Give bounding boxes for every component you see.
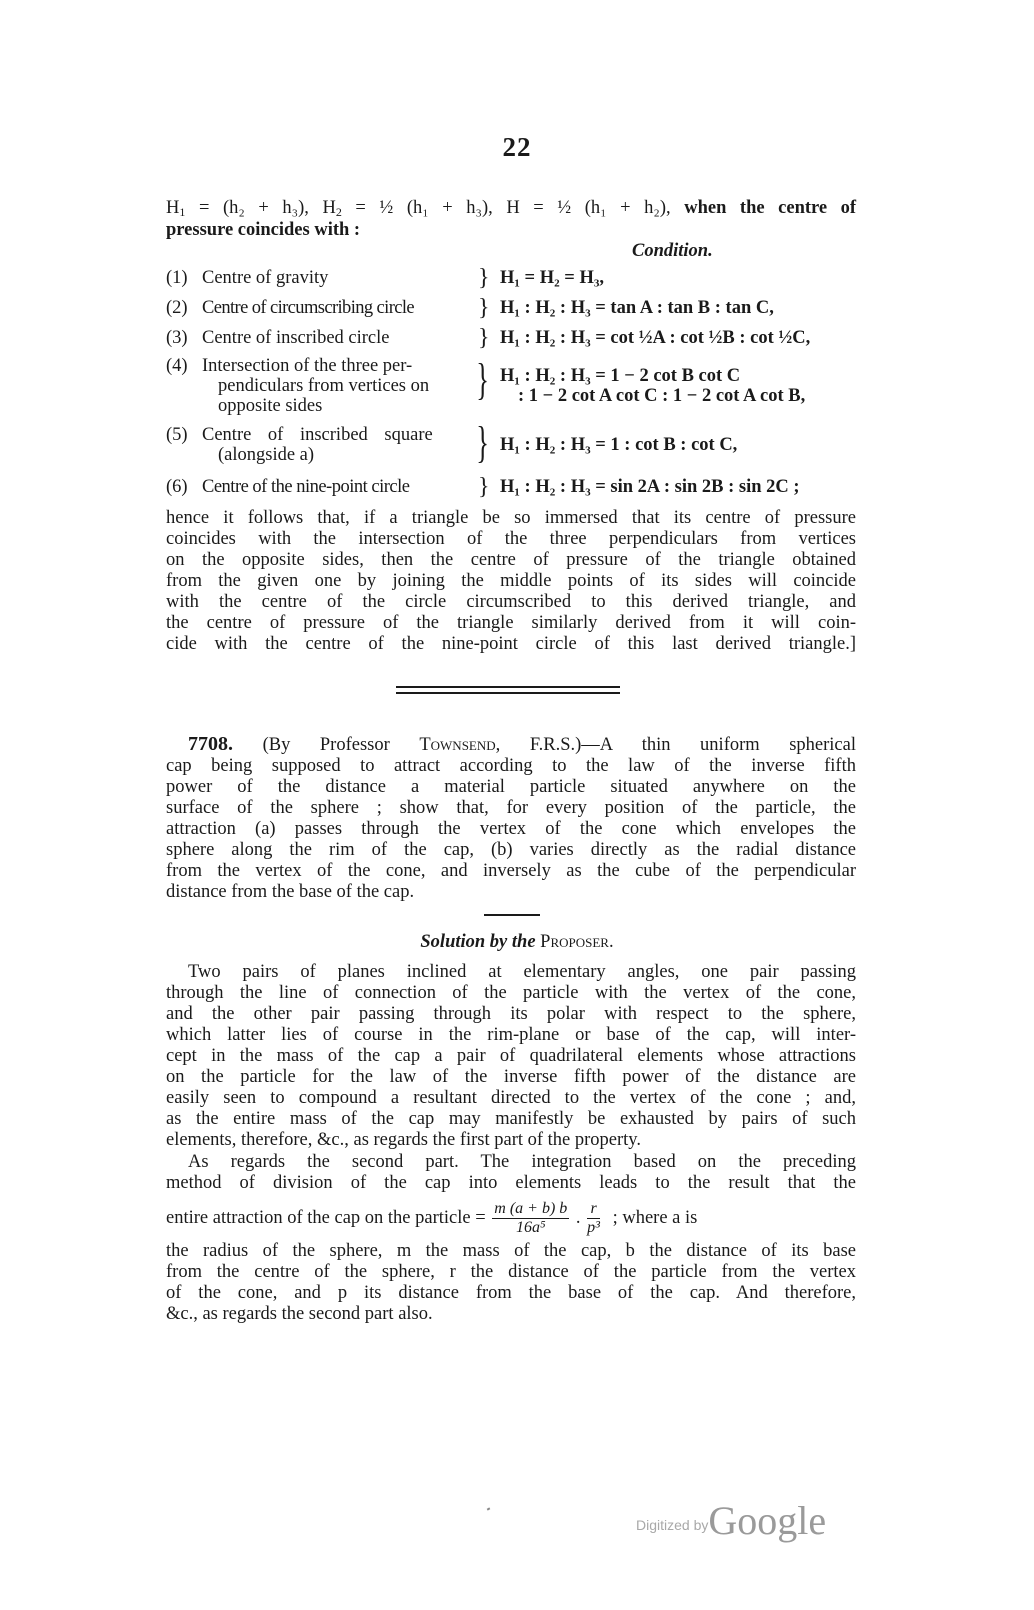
question-author: Townsend — [419, 735, 496, 755]
condition-number: (5) — [166, 425, 188, 445]
conclusion-line: on the opposite sides, then the centre of pressure of the triangle obtained — [166, 550, 856, 570]
solution-line: Two pairs of planes inclined at elementary angles, one pair passing — [188, 962, 856, 982]
solution-line: of the cone, and p its distance from the base of the cap. And therefore, — [166, 1283, 856, 1303]
question-line: sphere along the rim of the cap, (b) varies directly as the radial distance — [166, 840, 856, 860]
condition-number: (1) — [166, 268, 188, 288]
condition-heading: Condition. — [632, 241, 713, 261]
solution-line: method of division of the cap into elements leads to the result that the — [166, 1173, 856, 1193]
brace-icon: } — [476, 355, 489, 404]
solution-line: easily seen to compound a resultant directed to the vertex of the cone ; and, — [166, 1088, 856, 1108]
intro-tail: when the centre of — [684, 198, 857, 218]
brace-icon: } — [478, 325, 490, 351]
question-line: attraction (a) passes through the vertex of the cone which envelopes the — [166, 819, 856, 839]
conclusion-line: cide with the centre of the nine-point circle of this last derived triangle.] — [166, 634, 856, 654]
print-speck — [487, 1507, 491, 1510]
h1-equation: (h₂ + h₃), — [222, 198, 309, 218]
condition-formula-line-1: H₁ : H₂ : H₃ = 1 − 2 cot B cot C — [500, 366, 741, 386]
page-number: 22 — [502, 132, 532, 162]
condition-label-line-1: Centre of inscribed square — [202, 425, 433, 445]
fraction-mass — [492, 1200, 569, 1237]
fraction-distance — [587, 1200, 600, 1237]
solution-line: cept in the mass of the cap a pair of quadrilateral elements whose attractions — [166, 1046, 856, 1066]
h-label: H = — [506, 198, 558, 218]
solution-line: &c., as regards the second part also. — [166, 1304, 433, 1324]
solution-heading-italic: Solution by the — [420, 932, 536, 952]
formula-prefix: entire attraction of the cap on the particle = — [166, 1208, 486, 1228]
condition-formula: H₁ : H₂ : H₃ = tan A : tan B : tan C, — [500, 298, 774, 318]
brace-icon: } — [478, 295, 490, 321]
solution-heading-name: Proposer. — [540, 932, 614, 952]
fraction-numerator: m (a + b) b — [494, 1200, 568, 1218]
condition-formula-line-2: : 1 − 2 cot A cot C : 1 − 2 cot A cot B, — [518, 386, 806, 406]
watermark-brand: Google — [708, 1498, 827, 1543]
condition-number: (3) — [166, 328, 188, 348]
byline-close: , F.R.S.)—A thin uniform spherical — [495, 735, 856, 755]
intro-line-2: pressure coincides with : — [166, 220, 361, 240]
condition-label: Centre of the nine-point circle — [202, 477, 410, 497]
condition-label-line-1: Intersection of the three per- — [202, 356, 413, 376]
fraction-numerator: r — [587, 1200, 600, 1219]
h2-label: $H_2$ = — [322, 198, 380, 219]
question-line: from the vertex of the cone, and inversely as the cube of the perpendicular — [166, 861, 856, 881]
solution-line: through the line of connection of the particle with the vertex of the cone, — [166, 983, 856, 1003]
fraction-denominator: 16a⁵ — [516, 1219, 546, 1237]
solution-heading — [0, 932, 1034, 953]
solution-line: as the entire mass of the cap may manifestly be exhausted by pairs of such — [166, 1109, 856, 1129]
solution-line: which latter lies of course in the rim-plane or base of the cap, will inter- — [166, 1025, 856, 1045]
condition-label: Centre of gravity — [202, 268, 329, 288]
h1-label: $H_1$ = — [166, 198, 223, 219]
condition-formula: H₁ : H₂ : H₃ = 1 : cot B : cot C, — [500, 435, 738, 455]
conclusion-line: coincides with the intersection of the three perpendiculars from vertices — [166, 529, 856, 549]
conclusion-line: hence it follows that, if a triangle be so immersed that its centre of pressure — [166, 508, 856, 528]
question-line: cap being supposed to attract according to the law of the inverse fifth — [166, 756, 856, 776]
byline-open: (By Professor — [262, 735, 420, 755]
solution-line: elements, therefore, &c., as regards the first part of the property. — [166, 1130, 641, 1150]
question-number: 7708. — [188, 733, 233, 755]
solution-line: from the centre of the sphere, r the distance of the particle from the vertex — [166, 1262, 856, 1282]
conclusion-line: with the centre of the circle circumscribed to this derived triangle, and — [166, 592, 856, 612]
google-watermark — [636, 1497, 826, 1544]
formula-line — [166, 1196, 856, 1240]
solution-line: the radius of the sphere, m the mass of the cap, b the distance of its base — [166, 1241, 856, 1261]
condition-row-5 — [166, 418, 866, 469]
condition-row-4 — [166, 356, 866, 420]
solution-line: on the particle for the law of the inverse fifth power of the distance are — [166, 1067, 856, 1087]
question-line: surface of the sphere ; show that, for every position of the particle, the — [166, 798, 856, 818]
conclusion-line: the centre of pressure of the triangle similarly derived from it will coin- — [166, 613, 856, 633]
condition-label-line-2: pendiculars from vertices on — [218, 376, 430, 396]
solution-line: and the other pair passing through its polar with respect to the sphere, — [166, 1004, 856, 1024]
conclusion-line: from the given one by joining the middle points of its sides will coincide — [166, 571, 856, 591]
question-line: power of the distance a material particle situated anywhere on the — [166, 777, 856, 797]
brace-icon: } — [478, 474, 490, 500]
section-divider-top — [396, 686, 620, 688]
h-equation: ½ (h₁ + h₂), — [557, 198, 671, 218]
condition-label: Centre of circumscribing circle — [202, 298, 415, 318]
watermark-prefix: Digitized by — [636, 1517, 709, 1533]
condition-label-line-2: (alongside a) — [218, 445, 315, 465]
section-divider-bottom — [396, 692, 620, 694]
formula-suffix: ; where a is — [612, 1208, 698, 1228]
brace-icon: } — [478, 265, 490, 291]
condition-label: Centre of inscribed circle — [202, 328, 390, 348]
question-header — [188, 734, 856, 756]
condition-number: (4) — [166, 356, 188, 376]
condition-number: (2) — [166, 298, 188, 318]
solution-line: As regards the second part. The integration based on the preceding — [188, 1152, 856, 1172]
fraction-denominator: p³ — [587, 1219, 600, 1237]
h2-equation: ½ (h₁ + h₃), — [379, 198, 493, 218]
question-line: distance from the base of the cap. — [166, 882, 415, 902]
short-divider — [484, 914, 540, 916]
condition-formula: H₁ = H₂ = H₃, — [500, 268, 605, 288]
condition-label-line-3: opposite sides — [218, 396, 323, 416]
condition-formula: H₁ : H₂ : H₃ = sin 2A : sin 2B : sin 2C ; — [500, 477, 800, 497]
intro-line-1 — [166, 198, 856, 219]
condition-number: (6) — [166, 477, 188, 497]
formula-dot: . — [575, 1208, 581, 1228]
condition-formula: H₁ : H₂ : H₃ = cot ½A : cot ½B : cot ½C, — [500, 328, 811, 348]
brace-icon: } — [476, 418, 489, 467]
